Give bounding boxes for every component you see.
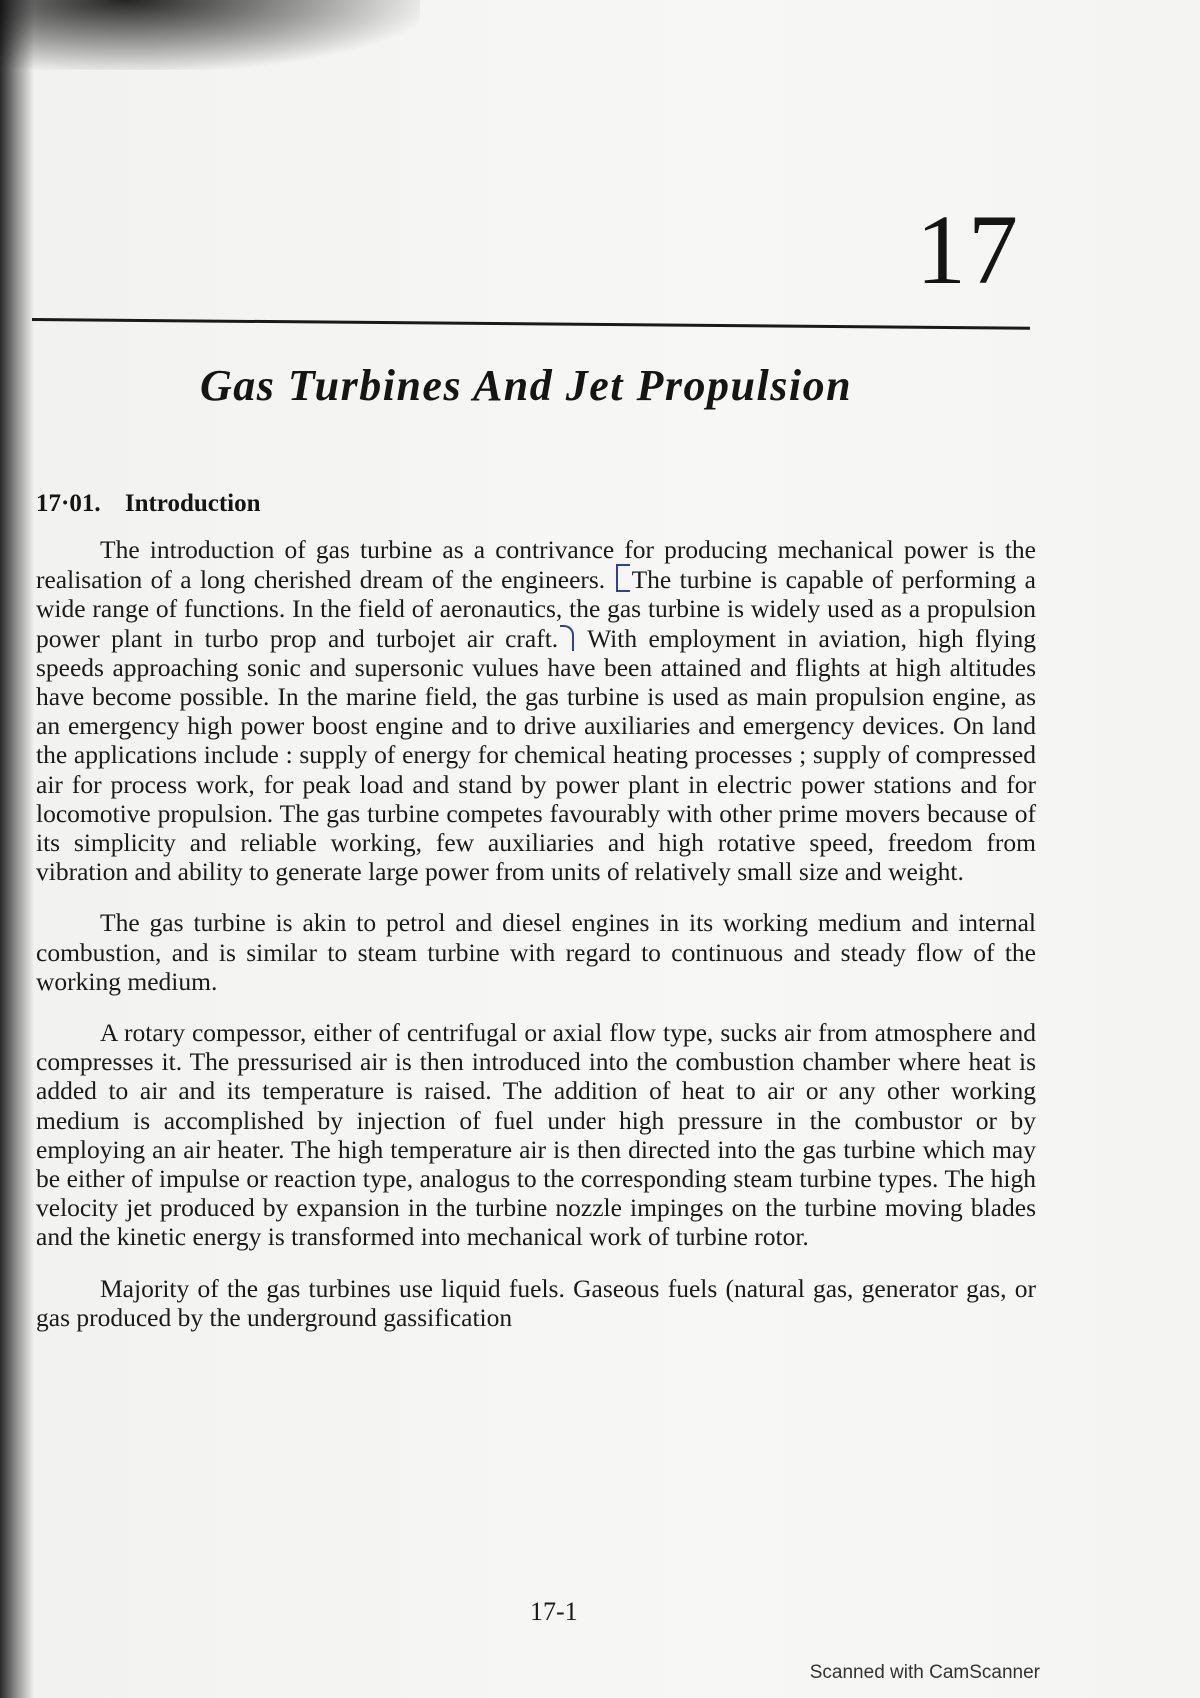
paragraph-3: A rotary compessor, either of centrifugal or axial flow type, sucks air from atmosphere and compresses it. The pressurised air is then introduced into the combustion chamber where heat is added to air and its temperature is raised. The addition of heat to air or any other working medium is accomplished by injection of fuel under high pressure in the combustor or by employing an air heater. The high temperature air is then directed into the gas turbine which may be either of impulse or reaction type, analogus to the corresponding steam turbine types. The high velocity jet produced by expansion in the turbine nozzle impinges on the turbine moving blades and the kinetic energy is transformed into mechanical work of turbine rotor. bbox=[36, 1018, 1036, 1252]
paragraph-1-part-c: With employment in aviation, high flying speeds approaching sonic and supersonic vulues have been attained and flights at high altitudes have become possible. In the marine field, the gas turbine is used as main propulsion engine, as an emergency high power boost engine and to drive auxiliaries and emergency devices. On land the applications include : supply of energy for chemical heating processes ; supply of compressed air for process work, for peak load and stand by power plant in electric power stations and for locomotive propulsion. The gas turbine competes favourably with other prime movers because of its simplicity and reliable working, few auxiliaries and high rotative speed, freedom from vibration and ability to generate large power from units of relatively small size and weight. bbox=[36, 623, 1036, 887]
pen-bracket-open bbox=[616, 564, 630, 592]
section-number: 17·01. bbox=[36, 490, 101, 517]
chapter-title: Gas Turbines And Jet Propulsion bbox=[200, 361, 853, 410]
pen-bracket-close bbox=[560, 625, 574, 651]
chapter-rule bbox=[32, 318, 1030, 330]
scanner-watermark: Scanned with CamScanner bbox=[809, 1662, 1040, 1683]
paragraph-4: Majority of the gas turbines use liquid fuels. Gaseous fuels (natural gas, generator gas, or gas produced by the underground gassification bbox=[36, 1273, 1036, 1332]
paragraph-1-part-b: The turbine is capable of performing a wide range of functions. In the field of aeronautics, the gas turbine is widely used as a propulsion power plant in turbo prop and turbojet air craft. bbox=[36, 565, 1036, 653]
page-number: 17-1 bbox=[530, 1597, 578, 1626]
paragraph-1 bbox=[36, 535, 1036, 886]
paragraph-2: The gas turbine is akin to petrol and diesel engines in its working medium and internal combustion, and is similar to steam turbine with regard to continuous and steady flow of the working medium. bbox=[36, 908, 1036, 996]
section-heading bbox=[36, 490, 261, 518]
body-text bbox=[36, 535, 1036, 1354]
section-title: Introduction bbox=[124, 490, 261, 517]
paragraph-1-part-a: The introduction of gas turbine as a contrivance for producing mechanical power is the realisation of a long cherished dream of the engineers. bbox=[36, 535, 1036, 595]
scan-shadow bbox=[0, 0, 420, 70]
chapter-number: 17 bbox=[916, 194, 1020, 305]
